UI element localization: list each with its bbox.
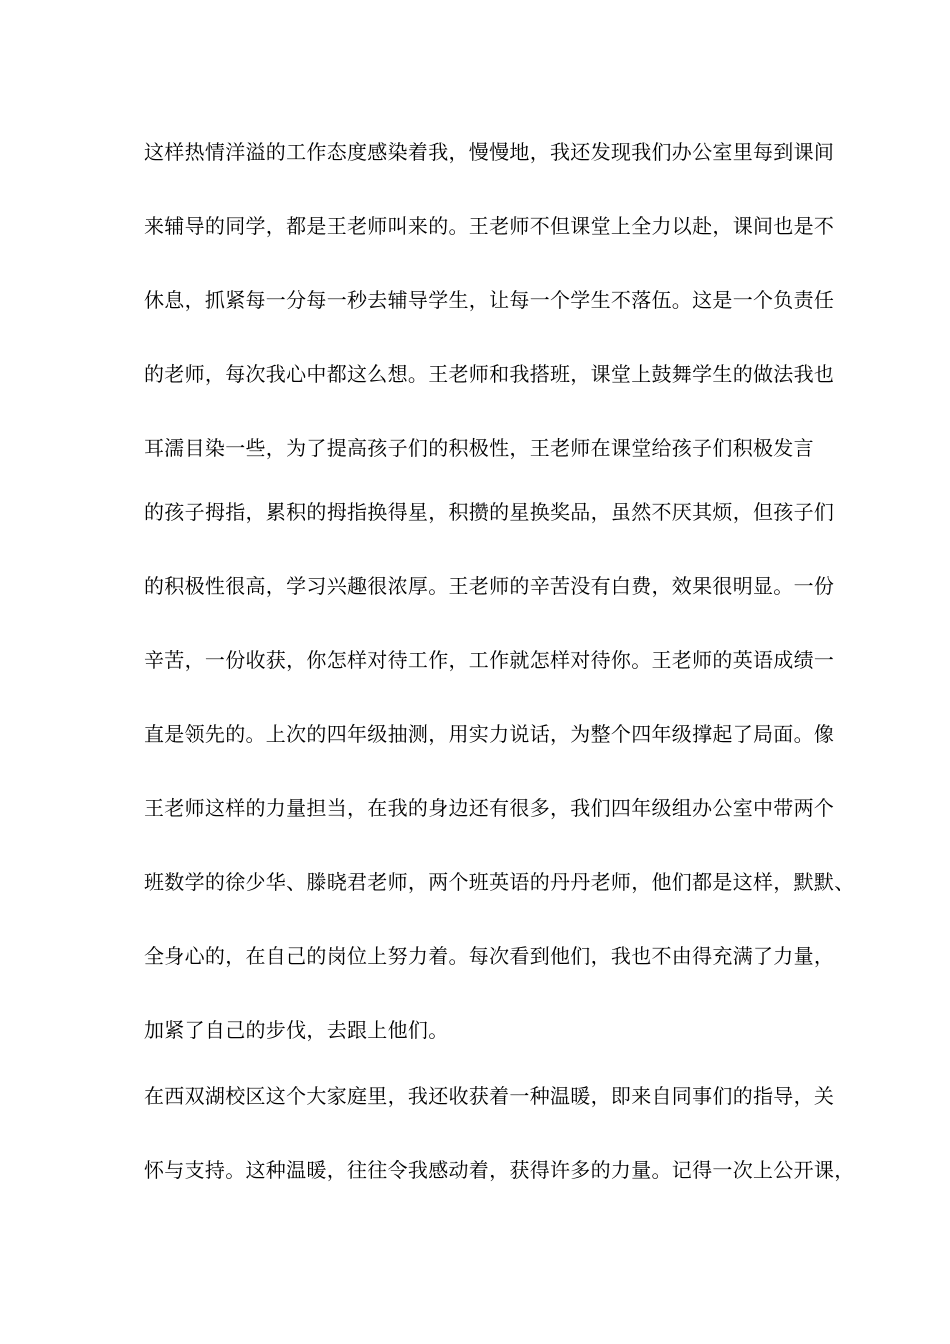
- text-line: 直是领先的。上次的四年级抽测，用实力说话，为整个四年级撑起了局面。像: [144, 722, 835, 746]
- text-line: 休息，抓紧每一分每一秒去辅导学生，让每一个学生不落伍。这是一个负责任: [144, 288, 835, 312]
- text-line: 的孩子拇指，累积的拇指换得星，积攒的星换奖品，虽然不厌其烦，但孩子们: [144, 500, 835, 524]
- text-line: 全身心的，在自己的岗位上努力着。每次看到他们，我也不由得充满了力量，: [144, 944, 835, 968]
- text-line: 王老师这样的力量担当，在我的身边还有很多，我们四年级组办公室中带两个: [144, 796, 835, 820]
- text-line: 的老师，每次我心中都这么想。王老师和我搭班，课堂上鼓舞学生的做法我也: [144, 362, 835, 386]
- text-line: 在西双湖校区这个大家庭里，我还收获着一种温暖，即来自同事们的指导，关: [144, 1084, 835, 1108]
- text-line: 加紧了自己的步伐，去跟上他们。: [144, 1018, 449, 1042]
- text-line: 辛苦，一份收获，你怎样对待工作，工作就怎样对待你。王老师的英语成绩一: [144, 648, 835, 672]
- text-line: 班数学的徐少华、滕晓君老师，两个班英语的丹丹老师，他们都是这样，默默、: [144, 870, 855, 894]
- text-line: 耳濡目染一些，为了提高孩子们的积极性，王老师在课堂给孩子们积极发言: [144, 436, 814, 460]
- text-line: 怀与支持。这种温暖，往往令我感动着，获得许多的力量。记得一次上公开课，: [144, 1158, 855, 1182]
- text-line: 这样热情洋溢的工作态度感染着我，慢慢地，我还发现我们办公室里每到课间: [144, 140, 835, 164]
- text-line: 的积极性很高，学习兴趣很浓厚。王老师的辛苦没有白费，效果很明显。一份: [144, 574, 835, 598]
- text-line: 来辅导的同学，都是王老师叫来的。王老师不但课堂上全力以赴，课间也是不: [144, 214, 835, 238]
